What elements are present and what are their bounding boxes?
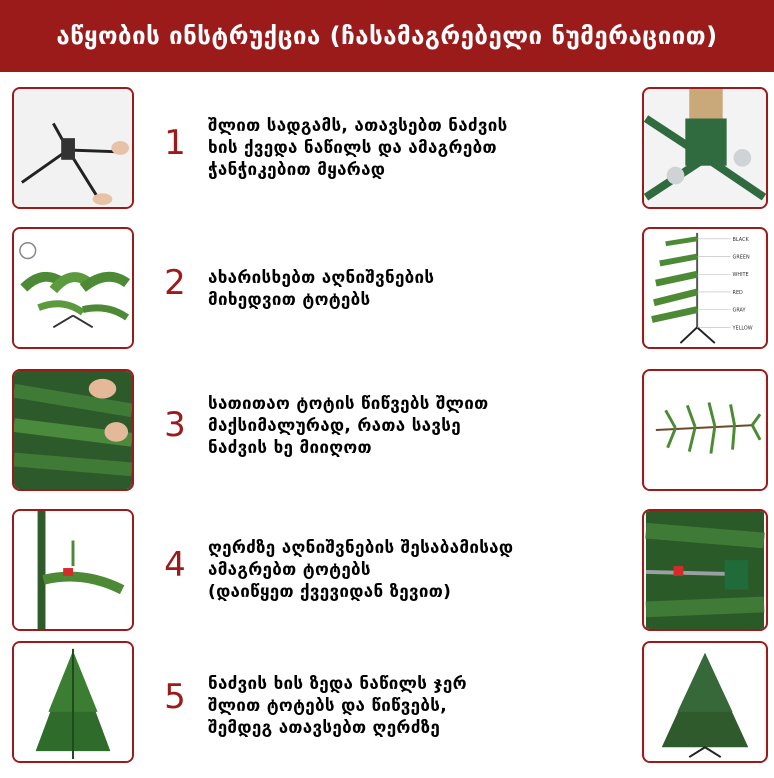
step-instruction: ნაძვის ხის ზედა ნაწილს ჯერ შლით ტოტებს და წიწვებს, შემდეგ ათავსებთ ღერძზე — [208, 674, 467, 738]
step-5 — [0, 641, 774, 765]
step-number: 4 — [164, 545, 186, 585]
fluffed-branch-image — [642, 369, 768, 491]
step-instruction: შლით სადგამს, ათავსებთ ნაძვის ხის ქვედა ნაწილს და ამაგრებთ ჭანჭიკებით მყარად — [208, 116, 508, 180]
step-number: 2 — [164, 263, 186, 303]
step-4 — [0, 509, 774, 633]
branch-hook-closeup-image — [642, 509, 768, 631]
tree-stand-unfolding-image — [12, 87, 134, 209]
trunk-in-stand-image — [642, 87, 768, 209]
step-instruction: სათითაო ტოტის წიწვებს შლით მაქსიმალურად, რათა სავსე ნაძვის ხე მიიღოთ — [208, 394, 489, 458]
chart-label-black: BLACK — [732, 236, 749, 243]
chart-label-white: WHITE — [732, 272, 749, 279]
step-1 — [0, 87, 774, 211]
hands-fluffing-branches-image — [12, 369, 134, 491]
step-instruction: ახარისხებთ აღნიშვნების მიხედვით ტოტებს — [208, 268, 435, 310]
color-coded-branch-chart-image — [642, 227, 768, 349]
step-number: 1 — [164, 123, 186, 163]
step-number: 5 — [164, 677, 186, 717]
step-instruction: ღერძზე აღნიშვნების შესაბამისად ამაგრებთ ტოტებს (დაიწყეთ ქვევიდან ზევით) — [208, 538, 514, 602]
chart-label-green: GREEN — [732, 254, 750, 261]
chart-label-gray: GRAY — [732, 307, 746, 314]
step-number: 3 — [164, 405, 186, 445]
tree-top-image — [12, 641, 134, 763]
chart-label-red: RED — [732, 289, 743, 296]
branches-sorted-image — [12, 227, 134, 349]
chart-label-yellow: YELLOW — [732, 325, 753, 332]
step-3 — [0, 369, 774, 493]
assembled-tree-image — [642, 641, 768, 763]
step-2 — [0, 227, 774, 351]
branch-into-pole-image — [12, 509, 134, 631]
page-title: აწყობის ინსტრუქცია (ჩასამაგრებელი ნუმერაციით) — [0, 0, 774, 72]
